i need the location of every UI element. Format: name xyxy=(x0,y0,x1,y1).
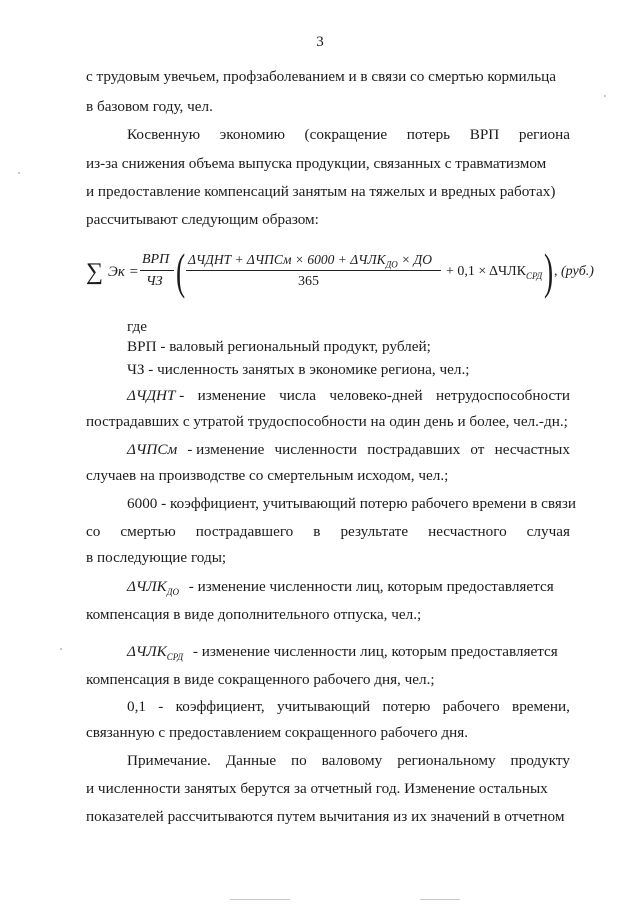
fraction-bar xyxy=(140,270,174,271)
left-paren: ( xyxy=(176,243,186,299)
definition-text: - изменение численности лиц, которым предоставляется xyxy=(192,643,558,660)
scan-speck xyxy=(60,648,62,650)
word: региональному xyxy=(397,752,496,769)
def-chz: ЧЗ - численность занятых в экономике региона, чел.; xyxy=(127,361,470,378)
word: числа xyxy=(279,387,316,404)
text-line-justified xyxy=(127,126,570,144)
scan-speck xyxy=(18,172,20,174)
text-line: компенсация в виде дополнительного отпуска, чел.; xyxy=(86,606,422,623)
word: несчастного xyxy=(428,523,507,540)
text-line: в базовом году, чел. xyxy=(86,98,213,115)
word: 0,1 xyxy=(127,698,146,715)
symbol-chlk-srd: ΔЧЛК xyxy=(127,643,167,660)
word: от xyxy=(470,441,485,458)
right-paren: ) xyxy=(544,243,554,299)
word: пострадавшего xyxy=(195,523,294,540)
text-line: с трудовым увечьем, профзаболеванием и в связи со смертью кормильца xyxy=(86,68,557,85)
formula-vrp: ВРП xyxy=(142,252,170,267)
word: экономию xyxy=(219,126,285,143)
text-line-justified xyxy=(86,523,570,541)
text-line: компенсация в виде сокращенного рабочего дня, чел.; xyxy=(86,671,435,688)
def-chlk-srd xyxy=(127,643,570,662)
word: пострадавших xyxy=(367,441,461,458)
word: несчастных xyxy=(494,441,570,458)
def-chlk-do xyxy=(127,578,570,597)
definition-text: - изменение численности лиц, которым предоставляется xyxy=(188,578,554,595)
word: Примечание. xyxy=(127,752,211,769)
scan-edge-mark xyxy=(230,899,290,900)
word: коэффициент, xyxy=(175,698,265,715)
text-line: пострадавших с утратой трудоспособности на один день и более, чел.-дн.; xyxy=(86,413,568,430)
text-line: из-за снижения объема выпуска продукции, связанных с травматизмом xyxy=(86,155,547,172)
note-line: показателей рассчитываются путем вычитания из их значений в отчетном xyxy=(86,808,565,825)
def-vrp: ВРП - валовый региональный продукт, рублей; xyxy=(127,338,431,355)
fraction-bar xyxy=(186,270,441,271)
symbol-chdnt: ΔЧДНТ - xyxy=(127,387,185,404)
word: нетрудоспособности xyxy=(436,387,570,404)
sum-symbol: ∑ xyxy=(86,259,104,285)
word: (сокращение xyxy=(304,126,388,143)
word: результате xyxy=(340,523,409,540)
formula-chz: ЧЗ xyxy=(146,274,163,289)
word: со xyxy=(86,523,101,540)
def-chps xyxy=(127,441,570,459)
word: изменение xyxy=(197,387,266,404)
symbol-subscript: СРД xyxy=(166,652,184,663)
def-chdnt xyxy=(127,387,570,405)
formula-lhs: Эк = xyxy=(108,264,139,280)
formula-tail: + $0,1 \times \Delta ЧЛК_{СРД}$ xyxy=(446,264,543,281)
text-line: в последующие годы; xyxy=(86,549,227,566)
symbol-chlk-do: ΔЧЛК xyxy=(127,578,167,595)
word: ВРП xyxy=(469,126,500,143)
symbol-chps: ΔЧПСм xyxy=(127,441,178,458)
symbol-subscript: ДО xyxy=(166,587,179,598)
word: случая xyxy=(526,523,570,540)
note-line: и численности занятых берутся за отчетный год. Изменение остальных xyxy=(86,780,548,797)
scan-edge-mark xyxy=(420,899,460,900)
word: времени, xyxy=(512,698,570,715)
note-line xyxy=(127,752,570,770)
formula-unit: , (руб.) xyxy=(554,264,594,279)
text-line: и предоставление компенсаций занятым на тяжелых и вредных работах) xyxy=(86,183,556,200)
word: смертью xyxy=(120,523,176,540)
word: потерю xyxy=(382,698,431,715)
def-6000: 6000 - коэффициент, учитывающий потерю рабочего времени в связи xyxy=(127,495,576,512)
word: по xyxy=(291,752,307,769)
word: Косвенную xyxy=(127,126,201,143)
where-label: где xyxy=(127,318,147,335)
word: численности xyxy=(274,441,358,458)
word: Данные xyxy=(225,752,277,769)
word: рабочего xyxy=(442,698,500,715)
text-line: случаев на производстве со смертельным исходом, чел.; xyxy=(86,467,449,484)
word: - изменение xyxy=(187,441,265,458)
word: продукту xyxy=(510,752,570,769)
text-line: связанную с предоставлением сокращенного рабочего дня. xyxy=(86,724,469,741)
text-line: рассчитывают следующим образом: xyxy=(86,211,319,228)
word: валовому xyxy=(321,752,383,769)
def-0-1 xyxy=(127,698,570,716)
word: потерь xyxy=(406,126,451,143)
word: человеко-дней xyxy=(329,387,423,404)
formula-denominator: 365 xyxy=(298,274,319,289)
page-number: 3 xyxy=(316,34,324,50)
word: в xyxy=(313,523,321,540)
scan-speck xyxy=(604,95,606,97)
word: региона xyxy=(518,126,570,143)
economy-formula xyxy=(86,240,606,310)
word: - xyxy=(158,698,164,715)
formula-numerator: ΔЧДНТ + ΔЧПСм × $6000 + \Delta ЧЛК_{ДО}$ × ДО xyxy=(188,252,433,270)
word: учитывающий xyxy=(276,698,371,715)
